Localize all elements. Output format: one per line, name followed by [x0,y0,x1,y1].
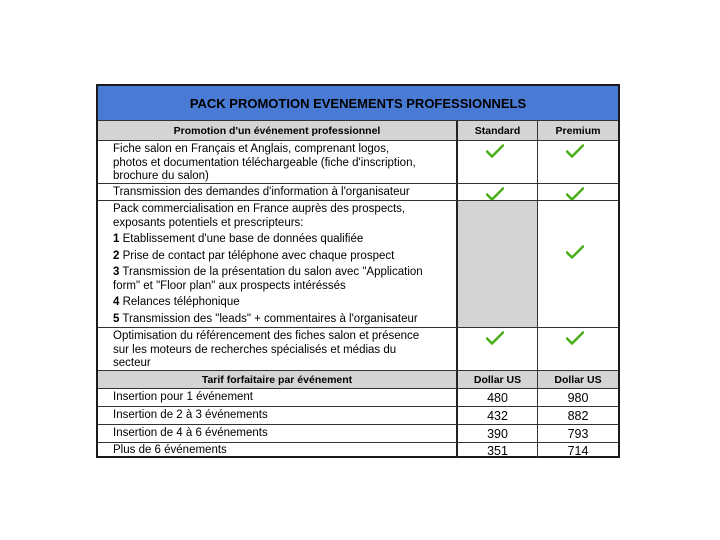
checkmark-icon [486,331,504,345]
service-line: brochure du salon) [113,170,209,182]
service-line: exposants potentiels et prescripteurs: [113,216,304,229]
service-step: 1 Etablissement d'une base de données qualifiée [113,233,364,245]
standard-cell [458,141,538,183]
pricing-label: Insertion de 4 à 6 événements [98,425,458,442]
table-title: PACK PROMOTION EVENEMENTS PROFESSIONNELS [98,86,618,121]
service-row-fiche-salon [98,140,618,183]
services-header-row [98,121,618,140]
pricing-row [98,388,618,406]
pricing-row [98,424,618,442]
checkmark-icon [566,245,584,259]
service-description [98,141,458,183]
checkmark-icon [486,144,504,158]
premium-currency-header: Dollar US [554,373,602,386]
service-row-transmission [98,183,618,200]
service-line: Pack commercialisation en France auprès des prospects, [113,203,406,215]
standard-price: 390 [458,425,538,442]
premium-cell [538,328,618,370]
premium-price: 793 [567,426,589,441]
services-header-label: Promotion d'un événement professionnel [98,121,458,140]
service-step: 3 Transmission de la présentation du salon avec "Application [113,266,423,278]
service-step: 5 Transmission des "leads" + commentaires à l'organisateur [113,312,418,325]
service-description [98,328,458,370]
pricing-row [98,442,618,458]
standard-currency-header: Dollar US [458,371,538,388]
service-step: 2 Prise de contact par téléphone avec chaque prospect [113,249,395,262]
pricing-label: Plus de 6 événements [98,443,458,458]
premium-cell [538,184,618,200]
standard-price: 432 [458,407,538,424]
standard-price: 480 [458,389,538,406]
checkmark-icon [566,331,584,345]
standard-price: 351 [458,443,538,458]
checkmark-icon [566,144,584,158]
pricing-header-label: Tarif forfaitaire par événement [98,371,458,388]
standard-header: Standard [458,121,538,140]
premium-cell [538,201,618,327]
service-line: photos et documentation téléchargeable (fiche d'inscription, [113,156,416,169]
service-row-referencement [98,327,618,370]
premium-price: 980 [567,390,589,405]
service-line: form" et "Floor plan" aux prospects intéréssés [113,279,346,292]
pricing-label: Insertion de 2 à 3 événements [98,407,458,424]
service-step: 4 Relances téléphonique [113,296,240,308]
service-description [98,184,458,200]
checkmark-icon [566,187,584,201]
standard-cell [458,328,538,370]
service-line: Optimisation du référencement des fiches salon et présence [113,330,420,342]
premium-cell [538,141,618,183]
service-description [98,201,458,327]
premium-price: 882 [567,408,589,423]
checkmark-icon [486,187,504,201]
pricing-row [98,406,618,424]
service-row-pack-commercialisation [98,200,618,327]
service-line: Fiche salon en Français et Anglais, comprenant logos, [113,143,390,155]
service-line: Transmission des demandes d'information à l'organisateur [113,186,410,198]
standard-cell-unavailable [458,201,538,327]
service-line: sur les moteurs de recherches spécialisés et médias du [113,343,397,356]
pricing-table [96,84,620,458]
standard-cell [458,184,538,200]
premium-price: 714 [567,443,589,458]
pricing-label: Insertion pour 1 événement [98,389,458,406]
premium-header: Premium [555,124,601,137]
service-line: secteur [113,357,151,369]
pricing-header-row [98,370,618,388]
